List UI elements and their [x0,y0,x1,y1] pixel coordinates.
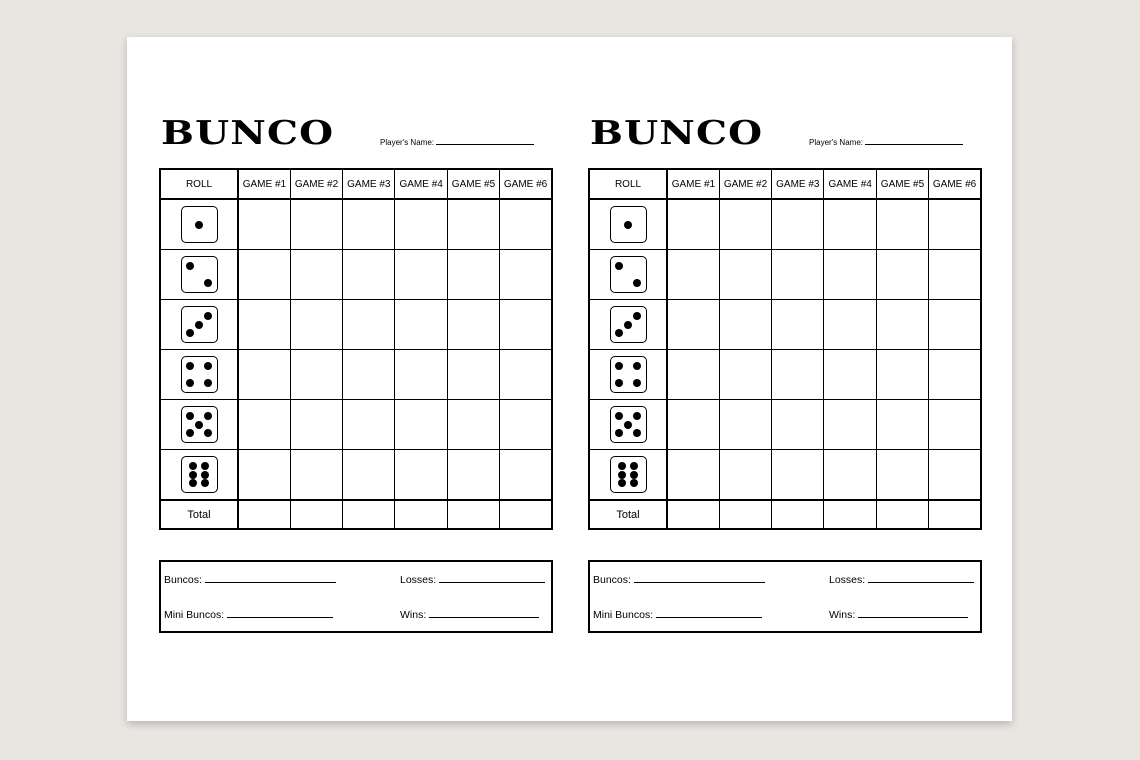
table-row [160,400,552,450]
die-face-5-icon [181,406,218,443]
player-name-field[interactable] [380,137,534,147]
buncos-label: Buncos: [593,574,631,586]
total-cell-game-6[interactable] [500,500,552,529]
losses-line[interactable] [868,573,974,583]
die-pip [186,379,194,387]
total-row [160,500,552,529]
score-cell-game-4[interactable] [395,450,447,501]
score-cell-game-1[interactable] [238,400,290,450]
die-face-1-icon [610,206,647,243]
score-cell-game-2[interactable] [719,199,771,250]
score-cell-game-4[interactable] [824,250,876,300]
score-cell-game-1[interactable] [667,400,719,450]
score-cell-game-5[interactable] [447,400,499,450]
score-cell-game-5[interactable] [876,199,928,250]
die-pip [633,412,641,420]
die-pip [186,429,194,437]
total-cell-game-3[interactable] [343,500,395,529]
player-name-line[interactable] [865,137,963,145]
die-pip [618,471,626,479]
die-pip [201,471,209,479]
score-cell-game-4[interactable] [824,450,876,501]
die-face-2-icon [181,256,218,293]
score-cell-game-2[interactable] [290,400,342,450]
table-row [589,400,981,450]
score-cell-game-4[interactable] [395,300,447,350]
bunco-score-sheet [159,37,553,721]
score-cell-game-4[interactable] [395,250,447,300]
score-table [588,168,982,530]
player-name-line[interactable] [436,137,534,145]
total-cell-game-2[interactable] [719,500,771,529]
score-cell-game-5[interactable] [876,300,928,350]
wins-field [829,608,968,621]
mini-buncos-field [164,608,333,621]
die-pip [633,279,641,287]
losses-field [400,573,545,586]
game-2-header: GAME #2 [290,169,342,199]
score-cell-game-2[interactable] [719,250,771,300]
mini-buncos-line[interactable] [656,608,762,618]
table-row [160,450,552,501]
die-pip [204,412,212,420]
roll-cell [160,450,238,501]
score-cell-game-5[interactable] [876,350,928,400]
score-cell-game-1[interactable] [238,250,290,300]
score-cell-game-1[interactable] [238,199,290,250]
score-cell-game-3[interactable] [772,450,824,501]
die-pip [195,221,203,229]
total-cell-game-5[interactable] [876,500,928,529]
score-cell-game-2[interactable] [719,450,771,501]
die-pip [630,479,638,487]
score-cell-game-3[interactable] [343,300,395,350]
player-name-label: Player's Name: [380,138,434,147]
die-pip [204,279,212,287]
score-cell-game-3[interactable] [772,400,824,450]
wins-label: Wins: [400,609,427,621]
roll-cell [589,450,667,501]
die-pip [204,429,212,437]
die-pip [186,262,194,270]
score-cell-game-1[interactable] [667,250,719,300]
total-cell-game-1[interactable] [238,500,290,529]
score-cell-game-2[interactable] [290,199,342,250]
losses-label: Losses: [400,574,437,586]
die-pip [201,479,209,487]
die-pip [615,362,623,370]
buncos-line[interactable] [634,573,765,583]
die-pip [189,471,197,479]
roll-header: ROLL [160,169,238,199]
score-cell-game-2[interactable] [290,450,342,501]
die-pip [195,321,203,329]
score-cell-game-3[interactable] [343,350,395,400]
score-cell-game-3[interactable] [343,250,395,300]
die-pip [633,362,641,370]
total-label: Total [160,500,238,529]
losses-field [829,573,974,586]
losses-label: Losses: [829,574,866,586]
score-cell-game-1[interactable] [667,199,719,250]
score-cell-game-4[interactable] [824,300,876,350]
score-cell-game-3[interactable] [343,450,395,501]
die-pip [204,312,212,320]
score-cell-game-1[interactable] [667,450,719,501]
roll-cell [589,300,667,350]
score-cell-game-3[interactable] [772,300,824,350]
game-6-header: GAME #6 [929,169,981,199]
score-cell-game-1[interactable] [238,450,290,501]
die-pip [204,362,212,370]
die-face-4-icon [181,356,218,393]
wins-field [400,608,539,621]
score-cell-game-6[interactable] [500,250,552,300]
score-sheet-paper [127,37,1012,721]
game-3-header: GAME #3 [343,169,395,199]
score-cell-game-6[interactable] [929,450,981,501]
buncos-field [164,573,336,586]
buncos-label: Buncos: [164,574,202,586]
score-cell-game-6[interactable] [929,350,981,400]
score-cell-game-3[interactable] [343,400,395,450]
die-pip [186,362,194,370]
score-cell-game-2[interactable] [290,250,342,300]
game-5-header: GAME #5 [876,169,928,199]
die-pip [186,412,194,420]
score-cell-game-6[interactable] [929,199,981,250]
score-cell-game-4[interactable] [824,199,876,250]
score-cell-game-2[interactable] [290,350,342,400]
score-cell-game-6[interactable] [929,300,981,350]
score-cell-game-5[interactable] [876,450,928,501]
score-cell-game-2[interactable] [719,350,771,400]
table-row [589,199,981,250]
score-cell-game-1[interactable] [238,350,290,400]
roll-cell [589,350,667,400]
game-1-header: GAME #1 [667,169,719,199]
score-cell-game-3[interactable] [772,199,824,250]
roll-cell [160,250,238,300]
game-2-header: GAME #2 [719,169,771,199]
score-cell-game-4[interactable] [824,400,876,450]
roll-cell [160,199,238,250]
die-pip [204,379,212,387]
score-cell-game-2[interactable] [290,300,342,350]
wins-label: Wins: [829,609,856,621]
die-pip [195,421,203,429]
total-label: Total [589,500,667,529]
die-pip [201,462,209,470]
score-cell-game-4[interactable] [824,350,876,400]
table-row [589,250,981,300]
wins-line[interactable] [858,608,968,618]
die-face-3-icon [610,306,647,343]
score-cell-game-2[interactable] [719,300,771,350]
die-pip [186,329,194,337]
roll-cell [160,400,238,450]
sheet-title: BUNCO [590,113,764,152]
score-cell-game-3[interactable] [343,199,395,250]
die-face-6-icon [181,456,218,493]
summary-box [588,560,982,633]
die-pip [633,312,641,320]
total-cell-game-4[interactable] [395,500,447,529]
score-cell-game-5[interactable] [447,250,499,300]
player-name-label: Player's Name: [809,138,863,147]
score-cell-game-4[interactable] [395,400,447,450]
total-cell-game-4[interactable] [824,500,876,529]
table-row [589,450,981,501]
score-cell-game-6[interactable] [500,199,552,250]
table-row [160,350,552,400]
score-cell-game-6[interactable] [500,350,552,400]
die-pip [615,329,623,337]
die-pip [624,221,632,229]
roll-cell [589,400,667,450]
die-pip [633,379,641,387]
die-face-1-icon [181,206,218,243]
die-pip [624,421,632,429]
die-pip [630,462,638,470]
die-pip [189,479,197,487]
score-cell-game-6[interactable] [500,300,552,350]
die-face-5-icon [610,406,647,443]
mini-buncos-label: Mini Buncos: [593,609,654,621]
total-row [589,500,981,529]
die-pip [618,479,626,487]
mini-buncos-line[interactable] [227,608,333,618]
die-face-2-icon [610,256,647,293]
score-cell-game-5[interactable] [447,199,499,250]
game-3-header: GAME #3 [772,169,824,199]
wins-line[interactable] [429,608,539,618]
table-row [589,300,981,350]
score-cell-game-6[interactable] [929,250,981,300]
score-cell-game-2[interactable] [719,400,771,450]
score-cell-game-5[interactable] [447,350,499,400]
score-cell-game-6[interactable] [500,400,552,450]
player-name-field[interactable] [809,137,963,147]
roll-cell [160,300,238,350]
die-pip [633,429,641,437]
score-cell-game-1[interactable] [238,300,290,350]
score-cell-game-1[interactable] [667,350,719,400]
die-face-3-icon [181,306,218,343]
score-cell-game-1[interactable] [667,300,719,350]
roll-cell [589,199,667,250]
table-row [160,199,552,250]
total-cell-game-6[interactable] [929,500,981,529]
die-pip [615,412,623,420]
score-cell-game-4[interactable] [395,199,447,250]
game-5-header: GAME #5 [447,169,499,199]
sheet-title: BUNCO [161,113,335,152]
score-cell-game-5[interactable] [447,450,499,501]
total-cell-game-1[interactable] [667,500,719,529]
table-row [160,250,552,300]
die-pip [624,321,632,329]
score-table [159,168,553,530]
game-6-header: GAME #6 [500,169,552,199]
buncos-line[interactable] [205,573,336,583]
total-cell-game-3[interactable] [772,500,824,529]
total-cell-game-2[interactable] [290,500,342,529]
mini-buncos-field [593,608,762,621]
die-pip [615,262,623,270]
die-pip [630,471,638,479]
roll-cell [589,250,667,300]
die-face-6-icon [610,456,647,493]
total-cell-game-5[interactable] [447,500,499,529]
losses-line[interactable] [439,573,545,583]
score-cell-game-6[interactable] [929,400,981,450]
bunco-score-sheet [588,37,982,721]
score-cell-game-4[interactable] [395,350,447,400]
roll-header: ROLL [589,169,667,199]
die-pip [618,462,626,470]
score-cell-game-5[interactable] [447,300,499,350]
score-cell-game-5[interactable] [876,400,928,450]
table-row [589,350,981,400]
die-pip [615,429,623,437]
die-pip [189,462,197,470]
score-cell-game-3[interactable] [772,350,824,400]
die-pip [615,379,623,387]
game-1-header: GAME #1 [238,169,290,199]
game-4-header: GAME #4 [395,169,447,199]
table-row [160,300,552,350]
summary-box [159,560,553,633]
buncos-field [593,573,765,586]
game-4-header: GAME #4 [824,169,876,199]
score-cell-game-3[interactable] [772,250,824,300]
mini-buncos-label: Mini Buncos: [164,609,225,621]
roll-cell [160,350,238,400]
score-cell-game-5[interactable] [876,250,928,300]
die-face-4-icon [610,356,647,393]
score-cell-game-6[interactable] [500,450,552,501]
